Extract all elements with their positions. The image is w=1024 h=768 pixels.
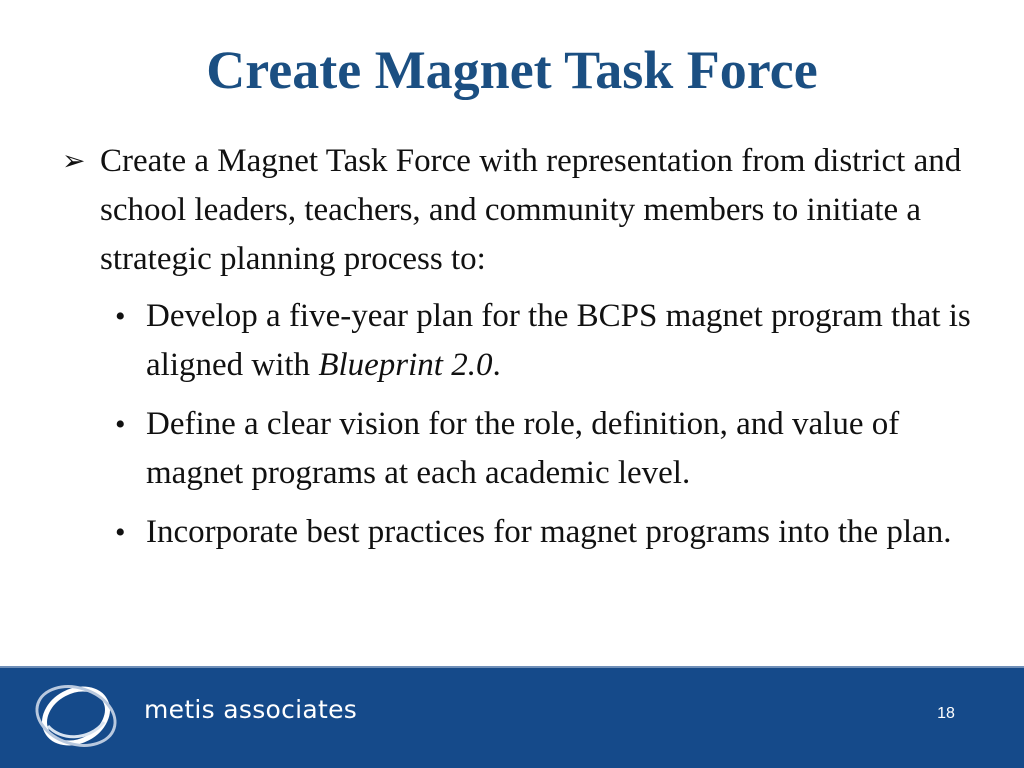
slide-content [62,137,982,567]
blueprint-title: Blueprint 2.0 [318,347,493,383]
dot-bullet-icon: • [115,516,126,549]
sub-bullet-item [62,508,982,557]
page-number: 18 [937,705,955,722]
sub-bullet-text: Incorporate best practices for magnet programs into the plan. [146,514,952,550]
sub-bullet-text-after: . [492,347,501,383]
footer-divider [0,666,1024,668]
main-bullet-text: Create a Magnet Task Force with representation from district and school leaders, teachers, and community members to initiate a strategic planning process to: [100,143,962,277]
sub-bullet-text-before: Develop a five-year plan for the BCPS magnet program that is aligned with [146,298,971,383]
brand-name: metis associates [144,695,358,724]
dot-bullet-icon: • [115,408,126,441]
sub-bullet-item [62,292,982,390]
sub-bullet-list [62,292,982,557]
slide-title: Create Magnet Task Force [206,40,818,100]
sub-bullet-item [62,400,982,498]
main-bullet-item [62,137,982,284]
footer-bar [0,666,1024,768]
arrow-bullet-icon: ➢ [62,146,86,177]
dot-bullet-icon: • [115,300,126,333]
ring-swoosh-logo-icon [30,670,122,762]
sub-bullet-text: Define a clear vision for the role, definition, and value of magnet programs at each academic level. [146,406,900,491]
